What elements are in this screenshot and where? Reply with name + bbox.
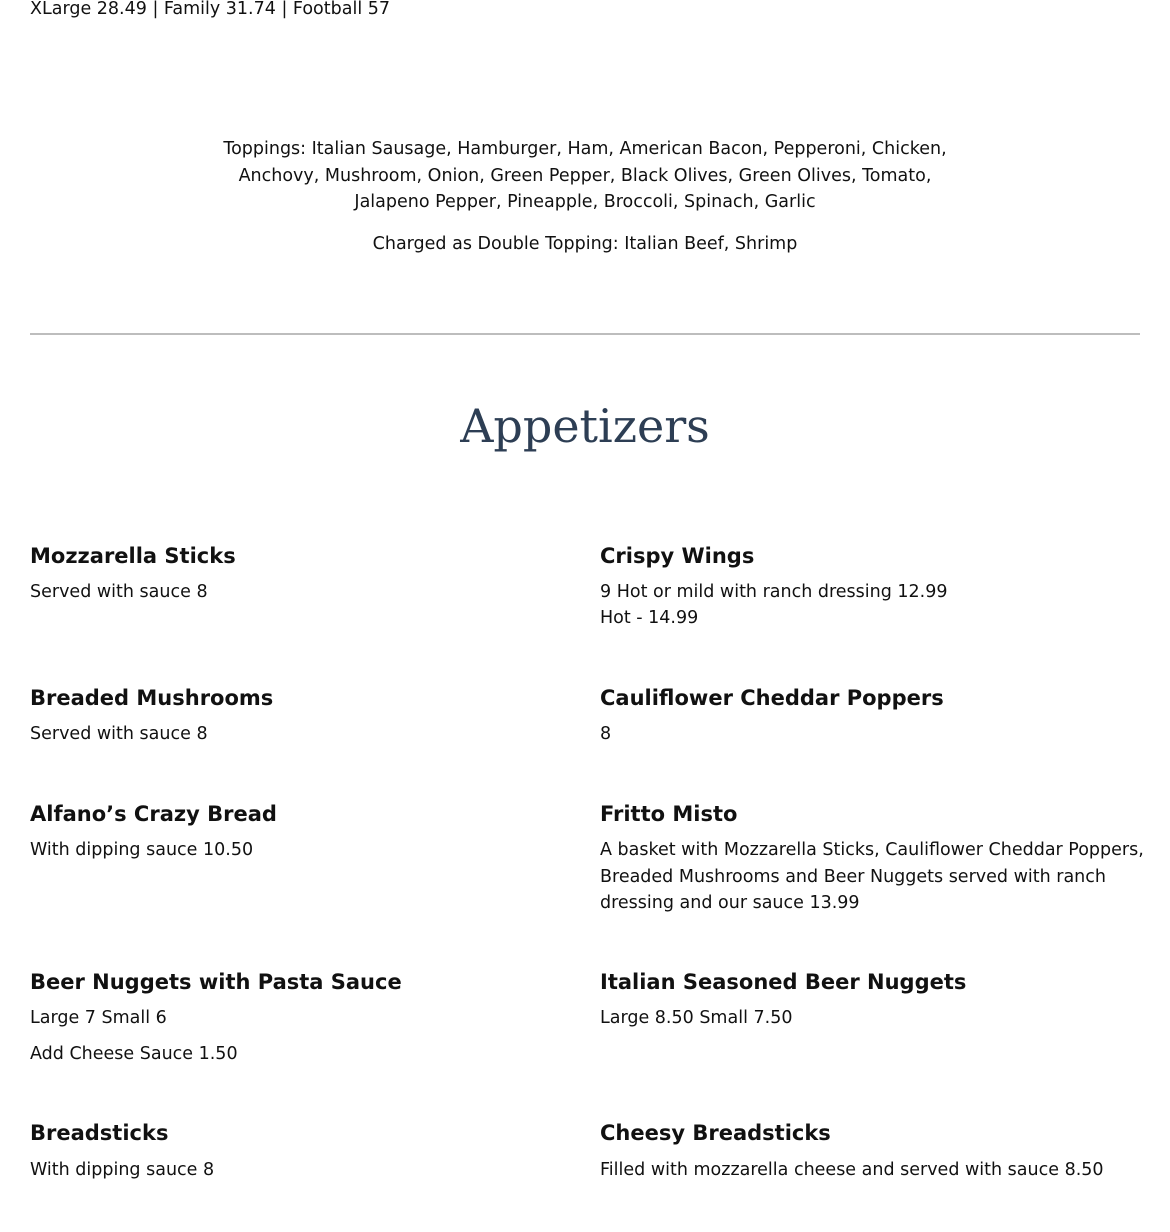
menu-item-desc: Large 7 Small 6 — [30, 1008, 167, 1028]
menu-item-desc: Filled with mozzarella cheese and served with sauce 8.50 — [600, 1160, 1104, 1180]
menu-item-extra: Add Cheese Sauce 1.50 — [30, 1044, 238, 1064]
double-topping-note: Charged as Double Topping: Italian Beef, Shrimp — [372, 234, 798, 254]
menu-item-name: Fritto Misto — [600, 802, 738, 826]
menu-item-name: Breaded Mushrooms — [30, 686, 274, 710]
menu-item-name: Cheesy Breadsticks — [600, 1121, 831, 1145]
menu-item-desc: Large 8.50 Small 7.50 — [600, 1008, 793, 1028]
toppings-line: Toppings: Italian Sausage, Hamburger, Ham, American Bacon, Pepperoni, Chicken, — [223, 139, 947, 159]
menu-item-desc: 9 Hot or mild with ranch dressing 12.99 — [600, 582, 948, 602]
menu-item-desc: With dipping sauce 8 — [30, 1160, 215, 1180]
pizza-sizes-prices: XLarge 28.49 | Family 31.74 | Football 57 — [30, 0, 391, 19]
menu-item-name: Italian Seasoned Beer Nuggets — [600, 970, 967, 994]
menu-item-name: Beer Nuggets with Pasta Sauce — [30, 970, 402, 994]
toppings-line: Anchovy, Mushroom, Onion, Green Pepper, Black Olives, Green Olives, Tomato, — [238, 165, 932, 186]
section-divider — [30, 333, 1140, 335]
section-title-appetizers: Appetizers — [460, 399, 710, 453]
menu-item-desc: With dipping sauce 10.50 — [30, 840, 254, 860]
toppings-line: Jalapeno Pepper, Pineapple, Broccoli, Spinach, Garlic — [354, 192, 816, 212]
menu-item-desc: Served with sauce 8 — [30, 724, 208, 744]
menu-item-desc: Hot - 14.99 — [600, 608, 699, 628]
toppings-list — [0, 136, 1170, 216]
menu-item-desc: Served with sauce 8 — [30, 582, 208, 602]
menu-item-name: Cauliflower Cheddar Poppers — [600, 686, 944, 710]
menu-item-name: Crispy Wings — [600, 544, 755, 568]
menu-item-desc: A basket with Mozzarella Sticks, Cauliflower Cheddar Poppers, Breaded Mushrooms and Beer Nuggets served with ranch dressing and our sauce 13.99 — [600, 840, 1144, 913]
menu-item-desc: 8 — [600, 724, 612, 744]
menu-item-name: Alfano’s Crazy Bread — [30, 802, 277, 826]
menu-item-name: Breadsticks — [30, 1121, 169, 1145]
menu-item-name: Mozzarella Sticks — [30, 544, 236, 568]
